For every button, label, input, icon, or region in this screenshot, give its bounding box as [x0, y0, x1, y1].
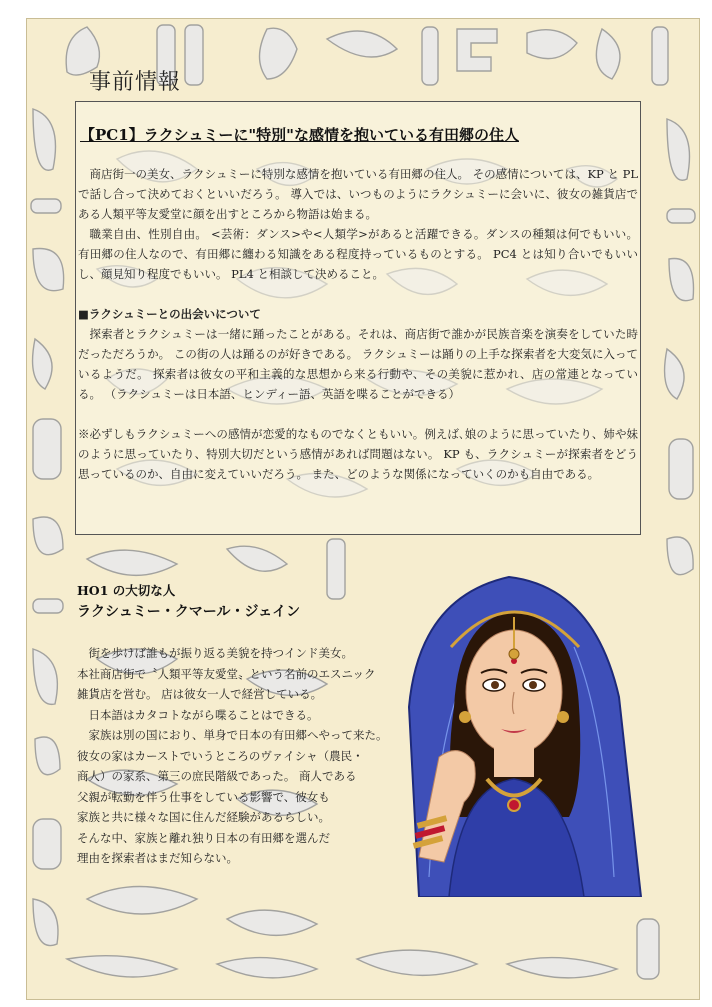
description-line: 家族と共に様々な国に住んだ経験があるらしい。 [77, 810, 330, 824]
page-title: 事前情報 [89, 70, 182, 95]
meeting-subheading: ■ラクシュミーとの出会いについて [78, 307, 261, 321]
character-portrait [379, 557, 649, 897]
description-line: 父親が転勤を伴う仕事をしている影響で、彼女も [77, 789, 330, 804]
description-line: 本社商店街で〝人類平等友愛堂〟という名前のエスニック [77, 666, 376, 681]
description-line: 彼女の家はカーストでいうところのヴァイシャ（農民・ [77, 748, 364, 763]
document-page [26, 18, 700, 1000]
pc1-info-box [75, 101, 641, 535]
description-line: 家族は別の国におり、単身で日本の有田郷へやって来た。 [77, 728, 388, 742]
description-line: そんな中、家族と離れ独り日本の有田郷を選んだ [77, 830, 330, 845]
pc1-paragraph-requirements: 職業自由、性別自由。 <芸術：ダンス>や<人類学>があると活躍できる。ダンスの種類は何でもいい。 有田郷の住人なので、有田郷に纏わる知識をある程度持っているものとする。 PC4 とは知り合いでもいいし、顔見知り程度でもいい。 PL4 と相談して決めること。 [78, 227, 638, 281]
description-line: 日本語はカタコトながら喋ることはできる。 [77, 707, 319, 722]
pc1-heading: 【PC1】ラクシュミーに"特別"な感情を抱いている有田郷の住人 [80, 126, 519, 144]
description-line: 街を歩けば誰もが振り返る美貌を持つインド美女。 [77, 646, 353, 660]
character-description [77, 643, 417, 869]
note-paragraph: ※必ずしもラクシュミーへの感情が恋愛的なものでなくともいい。例えば､娘のように思っていたり、姉や妹のように思っていたり、特別大切だという感情があれば問題はない。 KP も、ラクシュミーが探索者をどう思っているのか、自由に変えていいだろう。 また、どのような関係になっていくのかも自由である。 [78, 427, 638, 481]
description-line: 商人）の家系、第三の庶民階級であった。 商人である [77, 769, 357, 783]
description-line: 雑貨店を営む。 店は彼女一人で経営している。 [77, 687, 323, 701]
pc1-body [78, 164, 638, 484]
meeting-paragraph: 探索者とラクシュミーは一緒に踊ったことがある。それは、商店街で誰かが民族音楽を演奏をしていた時だっただろうか。 この街の人は踊るのが好きである。 ラクシュミーは踊りの上手な探索者を大変気に入っているようだ。 探索者は彼女の平和主義的な思想から来る行動や、その美貌に惹かれ、店の常連となっている。 （ラクシュミーは日本語、ヒンディー語、英語を喋ることができる） [78, 327, 638, 401]
description-line: 理由を探索者はまだ知らない。 [77, 851, 238, 865]
pc1-paragraph-intro: 商店街一の美女、ラクシュミーに特別な感情を抱いている有田郷の住人。 その感情については、KP と PL で話し合って決めておくといいだろう。 導入では、いつものようにラクシュミーに会いに、彼女の雑貨店である人類平等友愛堂に顔を出すところから物語は始まる。 [78, 167, 638, 221]
character-name: ラクシュミー・クマール・ジェイン [77, 604, 301, 620]
ho-label: HO1 の大切な人 [77, 583, 176, 598]
